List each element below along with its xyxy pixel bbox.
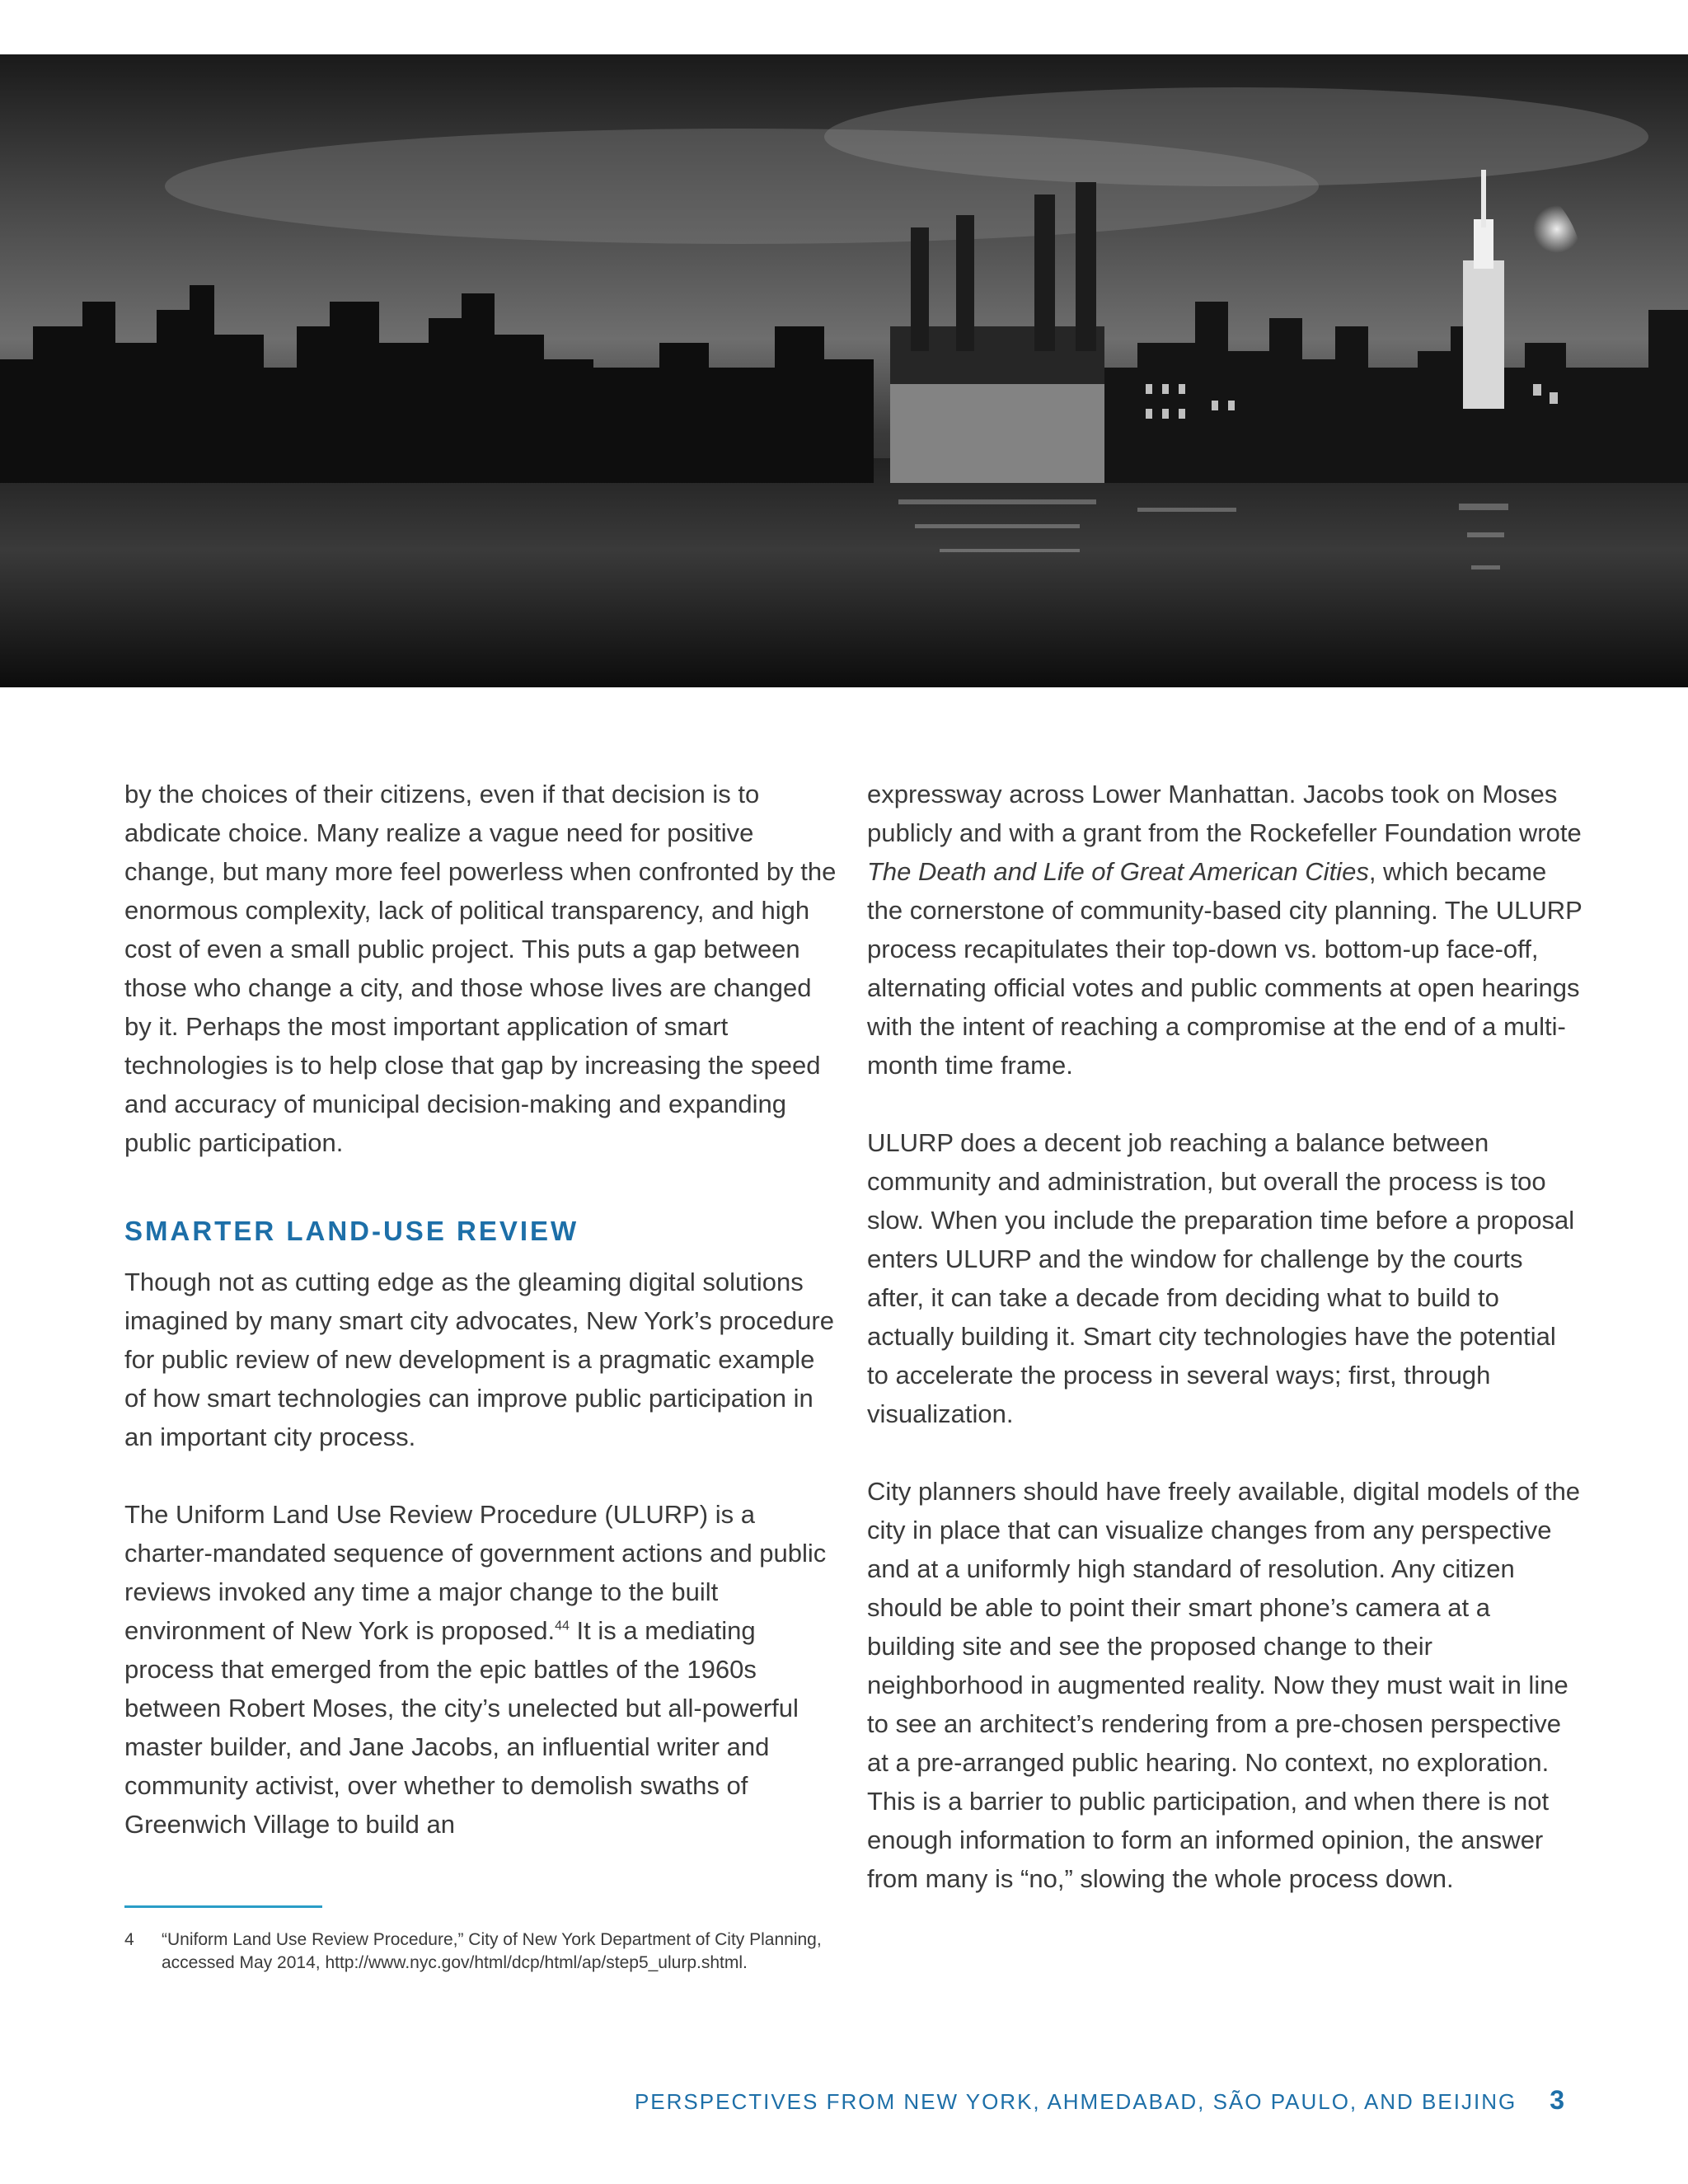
footnote-number: 4 <box>124 1930 134 1949</box>
paragraph-ulurp-definition <box>124 1495 842 1844</box>
paragraph-ulurp-balance: ULURP does a decent job reaching a balance between community and administration, but overall the process is too slow. When you include the preparation time before a proposal enters ULURP and the window for challenge by the courts after, it can take a decade from deciding what to build to actually building it. Smart city technologies have the potential to accelerate the process in several ways; first, through visualization. <box>867 1128 1575 1428</box>
paragraph-text: , which became the cornerstone of community-based city planning. The ULURP process recapitulates their top-down vs. bottom-up face-off, alternating official votes and public comments at open hearings with the intent of reaching a compromise at the end of a multimonth time frame. <box>867 857 1582 1080</box>
page-number: 3 <box>1550 2085 1564 2115</box>
hero-skyline-photo <box>0 54 1688 687</box>
footnote-text: “Uniform Land Use Review Procedure,” City of New York Department of City Planning, accessed May 2014, http://www.nyc.gov/html/dcp/html/ap/step5_ulurp.shtml. <box>162 1930 822 1972</box>
page-footer <box>635 2085 1564 2116</box>
footnote <box>124 1929 825 1975</box>
paragraph-intro: by the choices of their citizens, even if that decision is to abdicate choice. Many realize a vague need for positive change, but many more feel powerless when confronted by the enormous complexity, lack of political transparency, and high cost of even a small public project. This puts a gap between those who change a city, and those whose lives are changed by it. Perhaps the most important application of smart technologies is to help close that gap by increasing the speed and accuracy of municipal decision-making and expanding public participation. <box>124 780 837 1157</box>
paragraph-jacobs <box>867 775 1584 1085</box>
footnote-reference[interactable]: 44 <box>555 1619 570 1633</box>
running-title: PERSPECTIVES FROM NEW YORK, AHMEDABAD, SÃO PAULO, AND BEIJING <box>634 2089 1517 2114</box>
skyline-photo-icon <box>0 54 1688 687</box>
book-title: The Death and Life of Great American Cities <box>867 857 1369 886</box>
paragraph-ulurp-intro: Though not as cutting edge as the gleaming digital solutions imagined by many smart city advocates, New York’s procedure for public review of new development is a pragmatic example of how smart technologies can improve public participation in an important city process. <box>124 1268 834 1451</box>
paragraph-text: It is a mediating process that emerged from the epic battles of the 1960s between Robert Moses, the city’s unelected but all-powerful master builder, and Jane Jacobs, an influential writer and community activist, over whether to demolish swaths of Greenwich Village to build an <box>124 1616 799 1839</box>
right-column <box>867 775 1584 1898</box>
section-heading: SMARTER LAND-USE REVIEW <box>124 1216 579 1246</box>
paragraph-text: The Uniform Land Use Review Procedure (ULURP) is a charter-mandated sequence of government actions and public reviews invoked any time a major change to the built environment of New York is proposed. <box>124 1500 827 1645</box>
paragraph-visualization: City planners should have freely available, digital models of the city in place that can visualize changes from any perspective and at a uniformly high standard of resolution. Any citizen should be able to point their smart phone’s camera at a building site and see the proposed change to their neighborhood in augmented reality. Now they must wait in line to see an architect’s rendering from a pre-chosen perspective at a pre-arranged public hearing. No context, no exploration. This is a barrier to public participation, and when there is not enough information to form an informed opinion, the answer from many is “no,” slowing the whole process down. <box>867 1477 1581 1893</box>
left-column <box>124 775 842 1844</box>
footnote-divider <box>124 1905 322 1908</box>
paragraph-text: expressway across Lower Manhattan. Jacobs took on Moses publicly and with a grant from the Rockefeller Foundation wrote <box>867 780 1582 847</box>
